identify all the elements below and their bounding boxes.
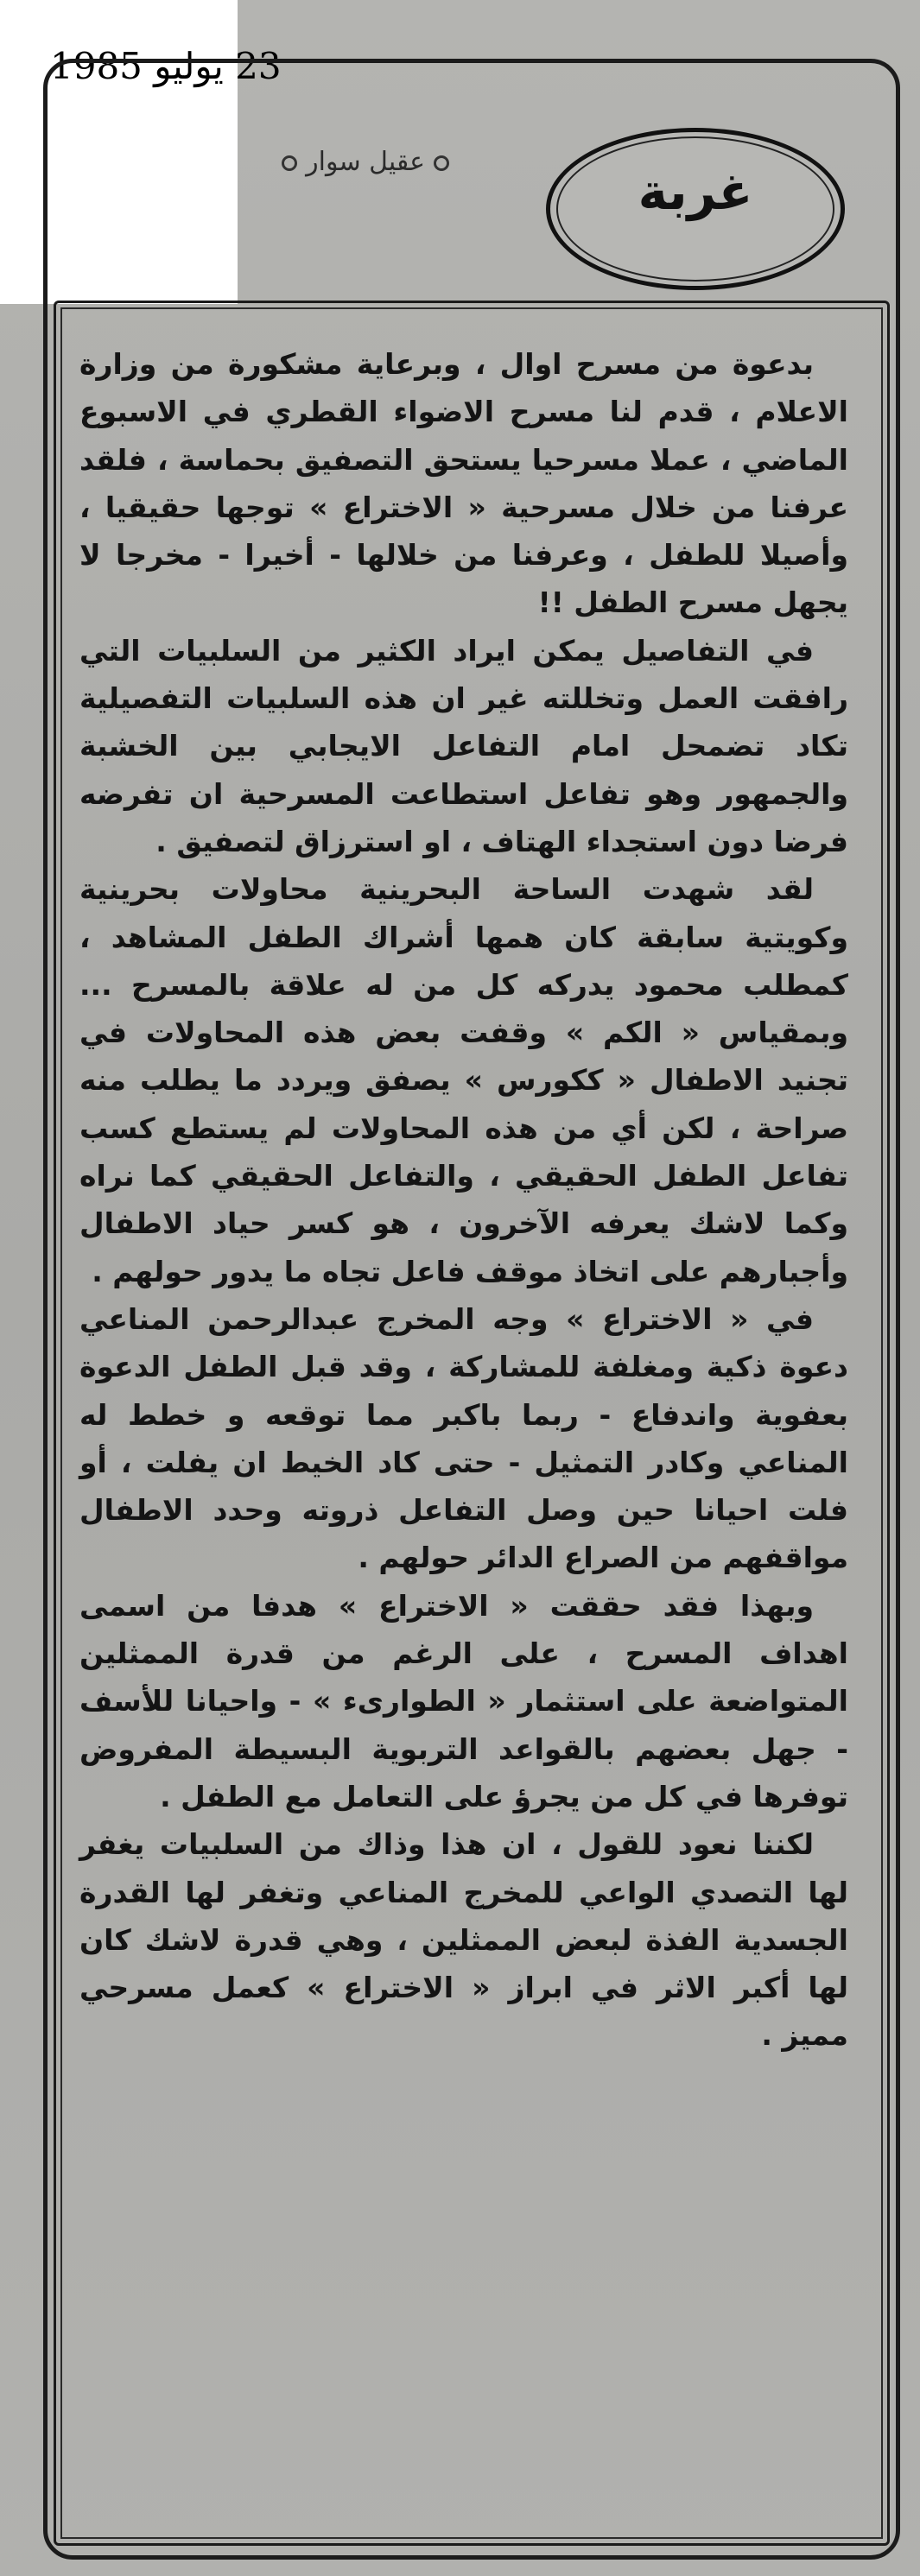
- date-label: 23 يوليو 1985: [50, 45, 282, 87]
- article-body: [79, 340, 848, 2060]
- article-paragraph: لكننا نعود للقول ، ان هذا وذاك من السلبيات يغفر لها التصدي الواعي للمخرج المناعي وتغفر لها القدرة الجسدية الفذة لبعض الممثلين ، وهي قدرة لاشك كان لها أكبر الاثر في ابراز « الاختراع » كعمل مسرحي مميز .: [79, 1827, 848, 2053]
- byline: [273, 147, 458, 177]
- author-name: عقيل سوار: [306, 147, 425, 177]
- byline-ring-icon: [282, 155, 297, 171]
- article-paragraph: في « الاختراع » وجه المخرج عبدالرحمن المناعي دعوة ذكية ومغلفة للمشاركة ، وقد قبل الطفل الدعوة بعفوية واندفاع - ربما باكبر مما توقعه و خطط له المناعي وكادر التمثيل - حتى كاد الخيط ان يفلت ، أو فلت احيانا حين وصل التفاعل ذروته وحدد الاطفال مواقفهم من الصراع الدائر حولهم .: [79, 1301, 848, 1575]
- article-paragraph: بدعوة من مسرح اوال ، وبرعاية مشكورة من وزارة الاعلام ، قدم لنا مسرح الاضواء القطري في الاسبوع الماضي ، عملا مسرحيا يستحق التصفيق بحماسة ، فلقد عرفنا من خلال مسرحية « الاختراع » توجها حقيقيا ، وأصيلا للطفل ، وعرفنا من خلالها - أخيرا - مخرجا لا يجهل مسرح الطفل !!: [79, 347, 848, 620]
- article-paragraph: وبهذا فقد حققت « الاختراع » هدفا من اسمى اهداف المسرح ، على الرغم من قدرة الممثلين المتواضعة على استثمار « الطوارىء » - واحيانا للأسف - جهل بعضهم بالقواعد التربوية البسيطة المفروض توفرها في كل من يجرؤ على التعامل مع الطفل .: [79, 1588, 848, 1813]
- byline-ring-icon: [434, 155, 449, 171]
- article-paragraph: في التفاصيل يمكن ايراد الكثير من السلبيات التي رافقت العمل وتخللته غير ان هذه السلبيات التفصيلية تكاد تضمحل امام التفاعل الايجابي بين الخشبة والجمهور وهو تفاعل استطاعت المسرحية ان تفرضه فرضا دون استجداء الهتاف ، او استرزاق لتصفيق .: [79, 633, 848, 858]
- article-paragraph: لقد شهدت الساحة البحرينية محاولات بحرينية وكويتية سابقة كان همها أشراك الطفل المشاهد ، كمطلب محمود يدركه كل من له علاقة بالمسرح ... وبمقياس « الكم » وقفت بعض هذه المحاولات في تجنيد الاطفال « ككورس » يصفق ويردد ما يطلب منه صراحة ، لكن أي من هذه المحاولات لم يستطع كسب تفاعل الطفل الحقيقي ، والتفاعل الحقيقي كما نراه وكما لاشك يعرفه الآخرون ، هو كسر حياد الاطفال وأجبارهم على اتخاذ موقف فاعل تجاه ما يدور حولهم .: [79, 872, 848, 1288]
- column-title: غربة: [638, 162, 753, 221]
